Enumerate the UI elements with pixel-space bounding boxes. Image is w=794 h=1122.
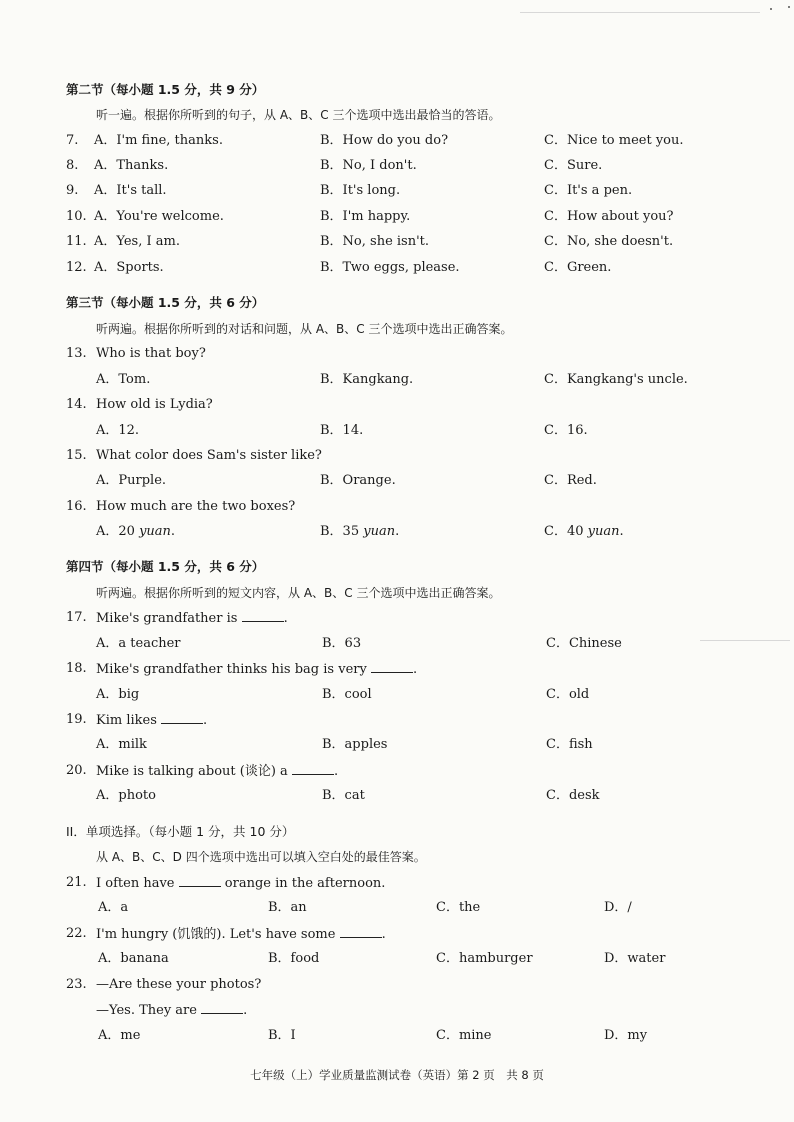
option-c: C．mine [436, 1028, 492, 1043]
stem-end: . [381, 927, 386, 942]
option-c: C．Chinese [546, 636, 622, 651]
option-b: B．I'm happy. [320, 209, 411, 224]
stem-end: . [412, 662, 418, 677]
option-c: C．fish [546, 737, 593, 752]
question-number: 13. [66, 346, 87, 361]
stem-text: Mike's grandfather is [96, 611, 238, 626]
scan-artifact [520, 12, 760, 13]
option-b: B．How do you do? [320, 133, 449, 148]
option-a: A．Thanks. [94, 158, 169, 173]
section-4-title: 第四节（每小题 1.5 分，共 6 分） [66, 559, 265, 574]
option-a: A．milk [96, 737, 147, 752]
option-d: D．/ [604, 900, 632, 915]
question-stem: How old is Lydia? [96, 397, 213, 412]
question-stem [96, 661, 417, 678]
question-number: 16. [66, 499, 87, 514]
answer-blank [201, 1002, 243, 1014]
stem-text: Mike's grandfather thinks his bag is very [96, 662, 367, 677]
option-b: B．It's long. [320, 183, 401, 198]
part-2-instructions: 从 A、B、C、D 四个选项中选出可以填入空白处的最佳答案。 [96, 850, 426, 864]
question-number: 7. [66, 133, 79, 148]
option-c: C．old [546, 687, 590, 702]
option-c: C．No, she doesn't. [544, 234, 674, 249]
answer-blank [179, 875, 221, 887]
stem-text: Kim likes [96, 713, 157, 728]
option-b: B．14. [320, 423, 364, 438]
option-a: A．I'm fine, thanks. [94, 133, 223, 148]
stem-text: —Yes. They are [96, 1003, 197, 1018]
question-stem: Who is that boy? [96, 346, 206, 361]
option-c: C．desk [546, 788, 600, 803]
section-4-instructions: 听两遍。根据你所听到的短文内容，从 A、B、C 三个选项中选出正确答案。 [96, 586, 501, 600]
option-c-amount: C．40 [544, 524, 588, 539]
option-b: B．cool [322, 687, 372, 702]
scan-dot [770, 8, 772, 10]
option-b: B．Two eggs, please. [320, 260, 460, 275]
question-stem [96, 610, 288, 627]
stem-text: I'm hungry (饥饿的). Let's have some [96, 927, 336, 942]
question-number: 19. [66, 712, 87, 727]
scan-artifact [700, 640, 790, 641]
currency-word: yuan [139, 524, 171, 539]
option-b-amount: B．35 [320, 524, 364, 539]
question-number: 23. [66, 977, 87, 992]
question-stem [96, 875, 385, 892]
option-c: C．Red. [544, 473, 597, 488]
question-stem [96, 712, 207, 729]
option-b: B．food [268, 951, 320, 966]
answer-blank [371, 661, 413, 673]
page-footer: 七年级（上）学业质量监测试卷（英语）第 2 页 共 8 页 [250, 1068, 544, 1082]
stem-end: . [203, 713, 208, 728]
question-number: 11. [66, 234, 87, 249]
option-c: C．How about you? [544, 209, 674, 224]
option-c: C．It's a pen. [544, 183, 633, 198]
scan-dot [788, 6, 790, 8]
stem-text: I often have [96, 876, 175, 891]
option-a: A．a [98, 900, 129, 915]
section-3-instructions: 听两遍。根据你所听到的对话和问题，从 A、B、C 三个选项中选出正确答案。 [96, 322, 513, 336]
option-a: A．Sports. [94, 260, 164, 275]
period: . [395, 524, 400, 539]
currency-word: yuan [363, 524, 396, 539]
answer-blank [242, 610, 284, 622]
question-number: 9. [66, 183, 79, 198]
option-a [96, 524, 175, 540]
option-b: B．No, she isn't. [320, 234, 430, 249]
question-stem: What color does Sam's sister like? [96, 448, 322, 463]
option-b: B．No, I don't. [320, 158, 417, 173]
option-c [544, 524, 624, 540]
option-a: A．It's tall. [94, 183, 167, 198]
option-c: C．Sure. [544, 158, 603, 173]
answer-blank [340, 926, 382, 938]
option-b: B．Orange. [320, 473, 396, 488]
stem-end: orange in the afternoon. [224, 876, 386, 891]
answer-blank [292, 763, 334, 775]
question-number: 20. [66, 763, 87, 778]
option-a: A．Purple. [96, 473, 167, 488]
option-b: B．I [268, 1028, 296, 1043]
question-number: 15. [66, 448, 87, 463]
option-b: B．an [268, 900, 307, 915]
question-number: 14. [66, 397, 87, 412]
option-a-amount: A．20 [96, 524, 140, 539]
option-d: D．water [604, 951, 666, 966]
option-a: A．Yes, I am. [94, 234, 180, 249]
option-a: A．big [96, 687, 140, 702]
question-number: 21. [66, 875, 87, 890]
option-a: A．me [98, 1028, 141, 1043]
question-stem [96, 926, 386, 943]
section-2-title: 第二节（每小题 1.5 分，共 9 分） [66, 82, 265, 97]
option-b [320, 524, 399, 540]
section-3-title: 第三节（每小题 1.5 分，共 6 分） [66, 295, 265, 310]
stem-end: . [283, 611, 288, 626]
question-number: 8. [66, 158, 79, 173]
question-number: 17. [66, 610, 87, 625]
stem-end: . [333, 764, 339, 779]
option-a: A．banana [98, 951, 169, 966]
option-d: D．my [604, 1028, 648, 1043]
option-a: A．Tom. [96, 372, 151, 387]
section-2-instructions: 听一遍。根据你所听到的句子，从 A、B、C 三个选项中选出最恰当的答语。 [96, 108, 501, 122]
part-2-title: II．单项选择。（每小题 1 分，共 10 分） [66, 824, 295, 839]
option-c: C．Nice to meet you. [544, 133, 684, 148]
currency-word: yuan [587, 524, 620, 539]
answer-blank [161, 712, 203, 724]
option-a: A．photo [96, 788, 156, 803]
question-number: 22. [66, 926, 87, 941]
stem-text: Mike is talking about (谈论) a [96, 764, 288, 779]
question-stem [96, 763, 338, 780]
question-stem-reply [96, 1002, 247, 1019]
option-a: A．You're welcome. [94, 209, 224, 224]
question-stem: —Are these your photos? [96, 977, 262, 992]
question-number: 12. [66, 260, 87, 275]
option-b: B．63 [322, 636, 362, 651]
stem-end: . [243, 1003, 248, 1018]
question-number: 10. [66, 209, 87, 224]
option-b: B．cat [322, 788, 365, 803]
question-stem: How much are the two boxes? [96, 499, 296, 514]
option-c: C．Kangkang's uncle. [544, 372, 688, 387]
option-a: A．12. [96, 423, 140, 438]
question-number: 18. [66, 661, 87, 676]
option-b: B．Kangkang. [320, 372, 414, 387]
option-c: C．16. [544, 423, 588, 438]
period: . [619, 524, 624, 539]
period: . [170, 524, 176, 539]
option-c: C．hamburger [436, 951, 533, 966]
option-c: C．Green. [544, 260, 612, 275]
option-a: A．a teacher [96, 636, 181, 651]
option-b: B．apples [322, 737, 388, 752]
option-c: C．the [436, 900, 481, 915]
